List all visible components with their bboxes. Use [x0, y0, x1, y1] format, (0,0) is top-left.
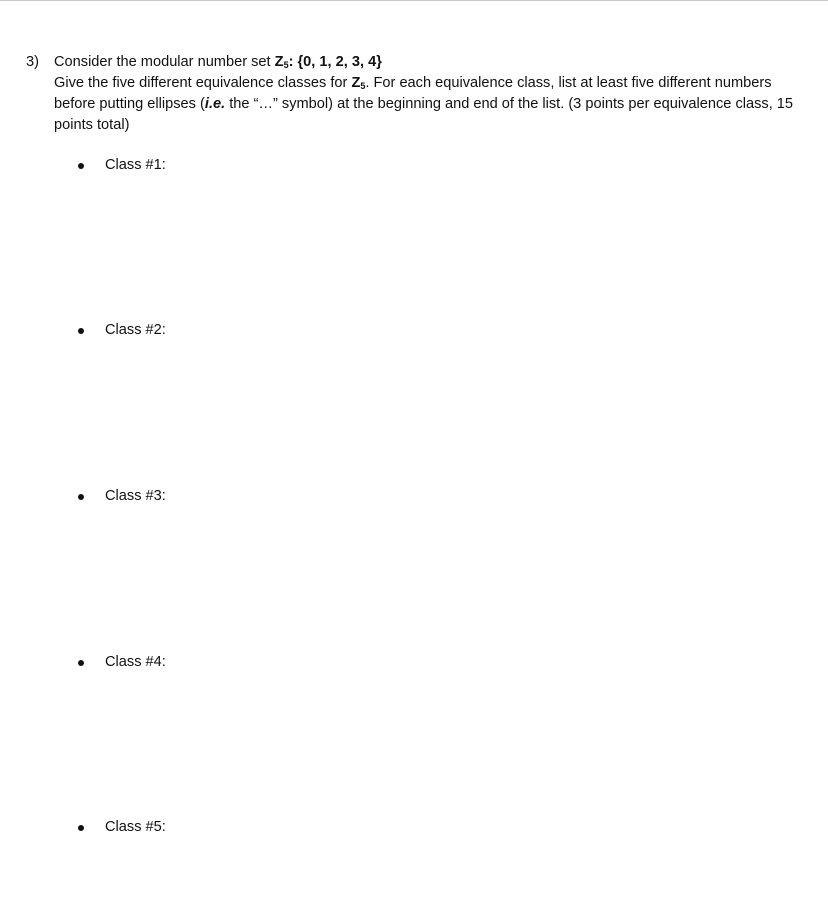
class-label: Class #3: [105, 488, 166, 504]
question-body [54, 52, 806, 136]
ie-abbrev: i.e. [204, 96, 226, 112]
class-label: Class #5: [105, 819, 166, 835]
bullet-icon [78, 494, 84, 500]
class-label: Class #1: [105, 157, 166, 173]
class-label: Class #2: [105, 322, 166, 338]
set-symbol: $Z_5$: {0, 1, 2, 3, 4} [274, 54, 382, 70]
bullet-icon [78, 825, 84, 831]
bullet-icon [78, 163, 84, 169]
bullet-icon [78, 660, 84, 666]
class-item-5 [78, 817, 166, 837]
question-3 [26, 52, 806, 136]
bullet-icon [78, 328, 84, 334]
class-item-1 [78, 155, 166, 175]
question-number: 3) [26, 54, 39, 70]
question-line2-prefix: Give the five different equivalence classes for [54, 75, 352, 91]
question-line2-suffix: . For each equivalence class, list at least five different numbers before putting ellipses ( [54, 75, 772, 112]
class-item-4 [78, 652, 166, 672]
top-divider [0, 0, 828, 1]
question-line1-prefix: Consider the modular number set [54, 54, 275, 70]
question-line2-end: the “…” symbol) at the beginning and end of the list. (3 points per equivalence class, 15 points total) [54, 96, 794, 133]
class-item-2 [78, 320, 166, 340]
class-label: Class #4: [105, 654, 166, 670]
set-symbol-inline: $Z_5$ [351, 75, 366, 91]
class-item-3 [78, 486, 166, 506]
